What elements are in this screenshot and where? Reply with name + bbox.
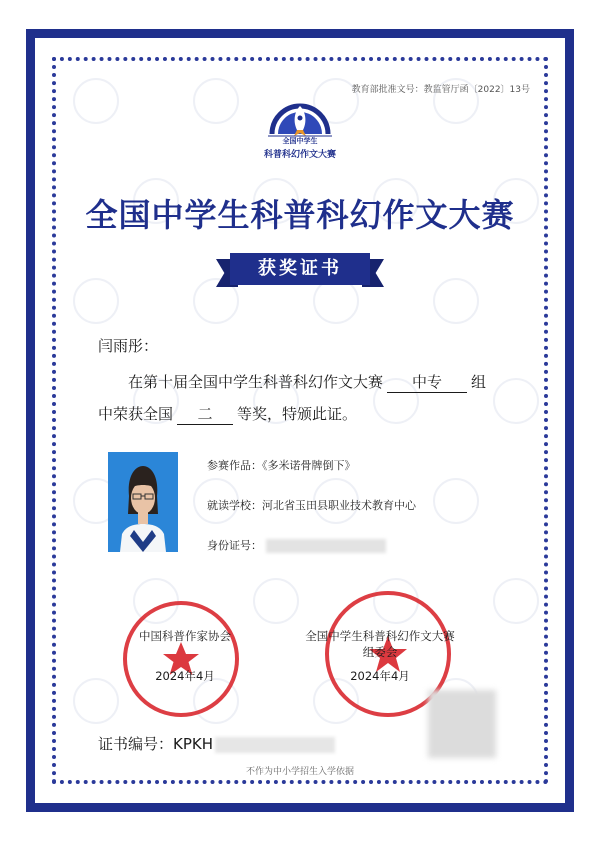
award-rank-suffix: 等奖，特颁此证。: [237, 405, 358, 423]
contest-logo: [254, 92, 346, 166]
issuer1-date: 2024年4月: [155, 669, 215, 683]
award-banner: 获奖证书: [230, 253, 370, 285]
footnote: 不作为中小学招生入学依据: [245, 767, 354, 777]
id-number-redacted: [266, 539, 386, 553]
recipient-photo: [108, 452, 178, 552]
cert-no-label: 证书编号：: [98, 735, 174, 753]
cert-no-redacted: [215, 737, 335, 753]
award-text-prefix: 在第十届全国中学生科普科幻作文大赛: [128, 373, 384, 391]
issuer1-name: 中国科普作家协会: [139, 629, 231, 643]
award-rank-prefix: 中荣获全国: [98, 405, 174, 423]
logo-text-line2: 科普科幻作文大赛: [263, 150, 336, 160]
school-row: [207, 497, 416, 513]
work-label: 参赛作品：: [207, 459, 262, 472]
id-row: [207, 537, 386, 553]
logo-text-line1: 全国中学生: [282, 137, 318, 145]
award-text-line2: [98, 403, 357, 425]
id-label: 身份证号：: [207, 539, 262, 552]
award-group-suffix: 组: [471, 373, 487, 391]
award-group: 中专: [387, 371, 467, 393]
issuer2-name-line2: 组委会: [362, 645, 398, 659]
issuer2-name: [290, 628, 470, 660]
certificate-number-row: [98, 733, 335, 754]
school-value: 河北省玉田县职业技术教育中心: [262, 499, 416, 512]
issuer2-name-line1: 全国中学生科普科幻作文大赛: [305, 629, 455, 643]
issuer2-date: 2024年4月: [350, 669, 410, 683]
work-value: 《多米诺骨牌倒下》: [262, 459, 356, 472]
award-text-line1: [128, 371, 486, 393]
approval-number: 教育部批准文号：教监管厅函〔2022〕13号: [351, 85, 530, 95]
award-rank: 二: [177, 403, 233, 425]
cert-no-prefix: KPKH: [173, 735, 214, 753]
certificate-title: 全国中学生科普科幻作文大赛: [85, 196, 515, 234]
rocket-icon: [254, 92, 346, 138]
recipient-name: 闫雨彤：: [98, 337, 159, 355]
work-row: [207, 457, 356, 473]
qr-code-redacted: [428, 690, 496, 758]
school-label: 就读学校：: [207, 499, 262, 512]
seal-science-writers-association: [120, 598, 242, 720]
